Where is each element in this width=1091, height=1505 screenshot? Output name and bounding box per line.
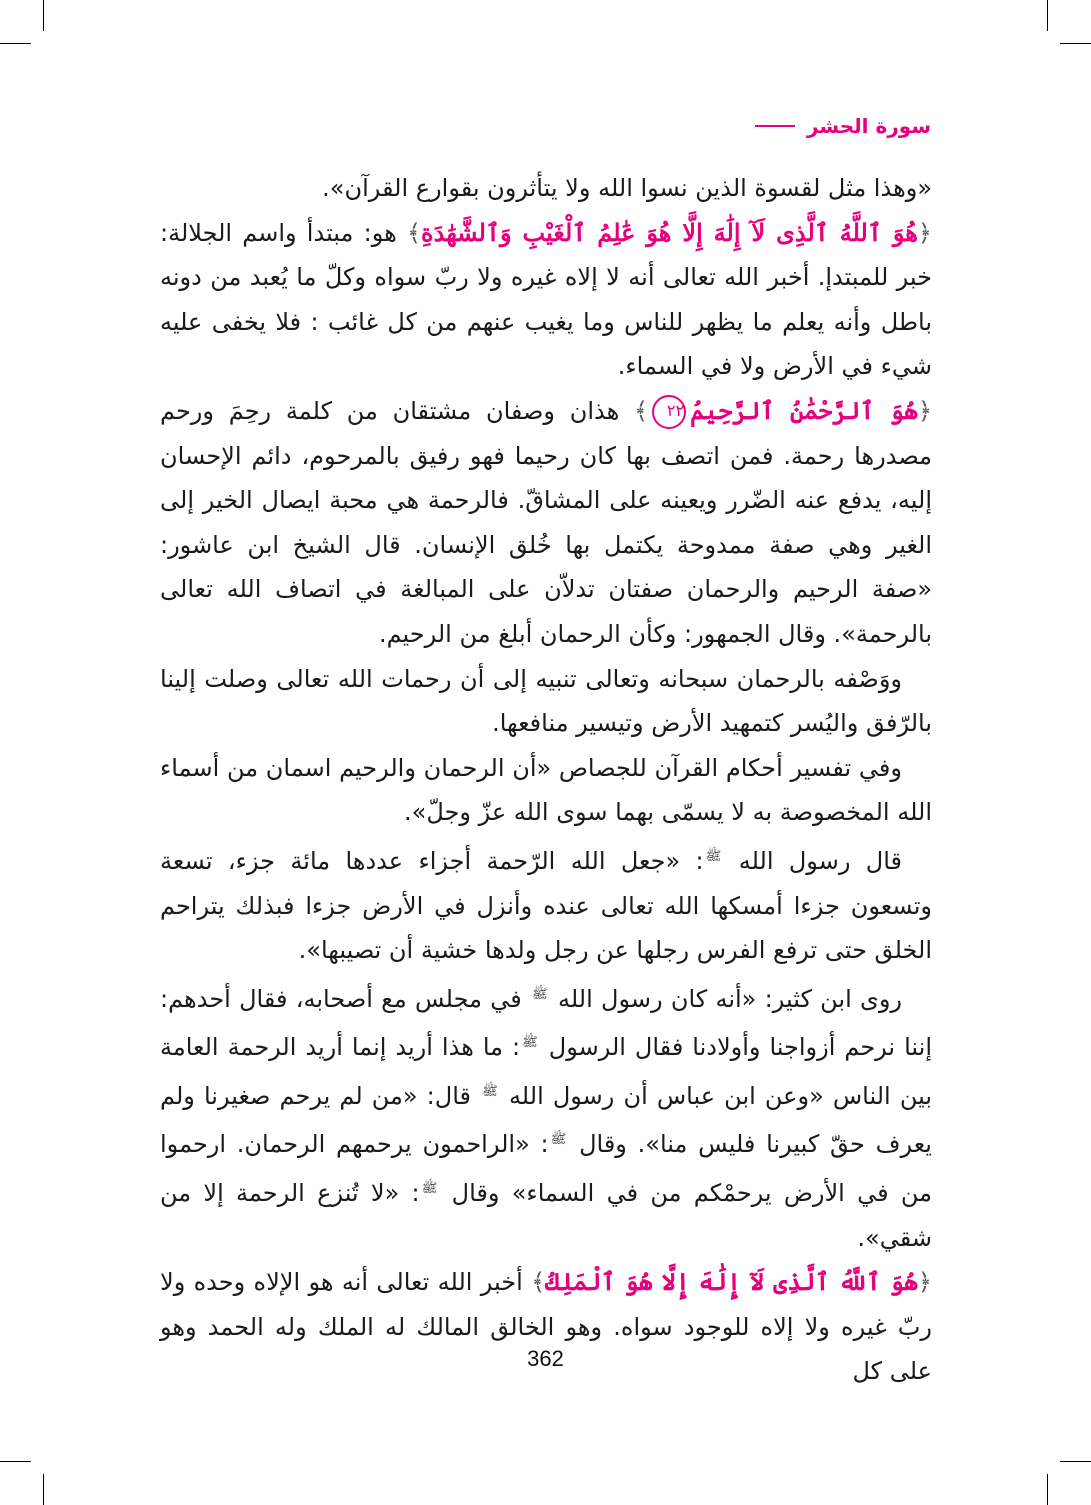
paragraph-jassas — [160, 746, 932, 835]
verse-text: هُوَ ٱللَّهُ ٱلَّذِى لَآ إِلَٰهَ إِلَّا هُوَ عَٰلِمُ ٱلْغَيْبِ وَٱلشَّهَٰدَةِ — [421, 217, 918, 247]
verse-close-bracket: ﴾ — [531, 1268, 546, 1297]
header-rule — [755, 125, 795, 127]
page-number: 362 — [527, 1346, 564, 1371]
crop-mark-bottom-left-horizontal — [0, 1461, 31, 1462]
salutation-icon: ﷺ — [522, 1035, 538, 1051]
paragraph-text: هو: مبتدأ واسم الجلالة: خبر للمبتدإ. أخبر الله تعالى أنه لا إلاه غيره ولا ربّ سواه وكلّ ما يُعبد من دونه باطل وأنه يعلم ما يظهر للناس وما يغيب عنهم من كل غائب : فلا يخفى عليه شيء في الأرض ولا في السماء. — [160, 218, 932, 381]
salutation-icon: ﷺ — [705, 848, 722, 864]
running-head — [755, 114, 931, 138]
paragraph-quote — [160, 166, 932, 211]
salutation-icon: ﷺ — [531, 986, 548, 1002]
paragraph-segment: قال: «من لم يرحم صغيرنا ولم يعرف حقّ كبيرنا فليس منا». وقال — [160, 1081, 932, 1159]
verse-close-bracket: ﴾ — [634, 396, 649, 425]
crop-mark-bottom-left-vertical — [43, 1474, 44, 1505]
crop-mark-top-left-vertical — [43, 0, 44, 31]
paragraph-verse-king — [160, 1260, 932, 1394]
paragraph-segment: : ما هذا أريد إنما أريد الرحمة العامة بين الناس «وعن ابن عباس أن رسول الله — [160, 1033, 933, 1110]
crop-mark-top-left-horizontal — [0, 43, 31, 44]
paragraph-text: أخبر الله تعالى أنه هو الإلاه وحده ولا ربّ غيره ولا إلاه للوجود سواه. وهو الخالق المالك له الملك وله الحمد وهو على كل — [160, 1268, 932, 1386]
crop-mark-top-right-vertical — [1047, 0, 1048, 31]
ayah-number-badge: ٢٢ — [652, 395, 686, 429]
paragraph-text-before: قال رسول الله — [723, 846, 903, 875]
verse-open-bracket: ﴿ — [917, 218, 932, 247]
paragraph-text: «وهذا مثل لقسوة الذين نسوا الله ولا يتأثرون بقوارع القرآن». — [322, 174, 932, 202]
paragraph-segment: في مجلس مع أصحابه، فقال أحدهم: إننا نرحم أزواجنا وأولادنا فقال الرسول — [160, 984, 932, 1062]
paragraph-ibn-kathir — [160, 973, 932, 1261]
verse-open-bracket: ﴿ — [917, 396, 932, 425]
paragraph-hadith-mercy-parts — [160, 835, 932, 973]
salutation-icon: ﷺ — [421, 1181, 438, 1197]
paragraph-text: وفي تفسير أحكام القرآن للجصاص «أن الرحمان والرحيم اسمان من أسماء الله المخصوصة به لا يسمّى بهما سوى الله عزّ وجلّ». — [160, 753, 932, 827]
verse-text: هُوَ ٱلرَّحْمَٰنُ ٱلرَّحِيمُ — [690, 395, 918, 425]
surah-title: سورة الحشر — [806, 114, 931, 138]
crop-mark-bottom-right-vertical — [1047, 1474, 1048, 1505]
paragraph-verse-knower — [160, 211, 932, 389]
verse-text: هُوَ ٱللَّهُ ٱلَّذِى لَآ إِلَٰهَ إِلَّا هُوَ ٱلْمَلِكُ — [545, 1267, 918, 1297]
paragraph-segment: : «لا تُنزع الرحمة إلا من شقي». — [160, 1179, 932, 1252]
verse-close-bracket: ﴾ — [406, 218, 422, 247]
page-body — [160, 166, 932, 1394]
crop-mark-top-right-horizontal — [1060, 43, 1091, 44]
verse-open-bracket: ﴿ — [917, 1268, 932, 1297]
salutation-icon: ﷺ — [550, 1132, 567, 1148]
paragraph-segment: : «الراحمون يرحمهم الرحمان. ارحموا من في الأرض يرحمْكم من في السماء» وقال — [160, 1130, 932, 1208]
crop-mark-bottom-right-horizontal — [1060, 1461, 1091, 1462]
paragraph-text: هذان وصفان مشتقان من كلمة رحِمَ ورحم مصدرها رحمة. فمن اتصف بها كان رحيما فهو رفيق بالمرحوم، دائم الإحسان إليه، يدفع عنه الضّرر ويعينه على المشاقّ. فالرحمة هي محبة ايصال الخير إلى الغير وهي صفة ممدوحة يكتمل بها خُلق الإنسان. قال الشيخ ابن عاشور: «صفة الرحيم والرحمان صفتان تدلاّن على المبالغة في اتصاف الله تعالى بالرحمة». وقال الجمهور: وكأن الرحمان أبلغ من الرحيم. — [160, 396, 932, 648]
paragraph-text: : «جعل الله الرّحمة أجزاء عددها مائة جزء، تسعة وتسعون جزءا أمسكها الله تعالى عنده وأنزل في الأرض جزءا فبذلك يتراحم الخلق حتى ترفع الفرس رجلها عن رجل ولدها خشية أن تصيبها». — [160, 846, 932, 965]
paragraph-description — [160, 657, 932, 746]
paragraph-segment: روى ابن كثير: «أنه كان رسول الله — [549, 984, 903, 1013]
paragraph-text: ووَصْفه بالرحمان سبحانه وتعالى تنبيه إلى أن رحمات الله تعالى وصلت إلينا بالرّفق واليُسر كتمهيد الأرض وتيسير منافعها. — [160, 664, 932, 738]
salutation-icon: ﷺ — [482, 1083, 498, 1099]
paragraph-verse-rahman — [160, 389, 932, 657]
